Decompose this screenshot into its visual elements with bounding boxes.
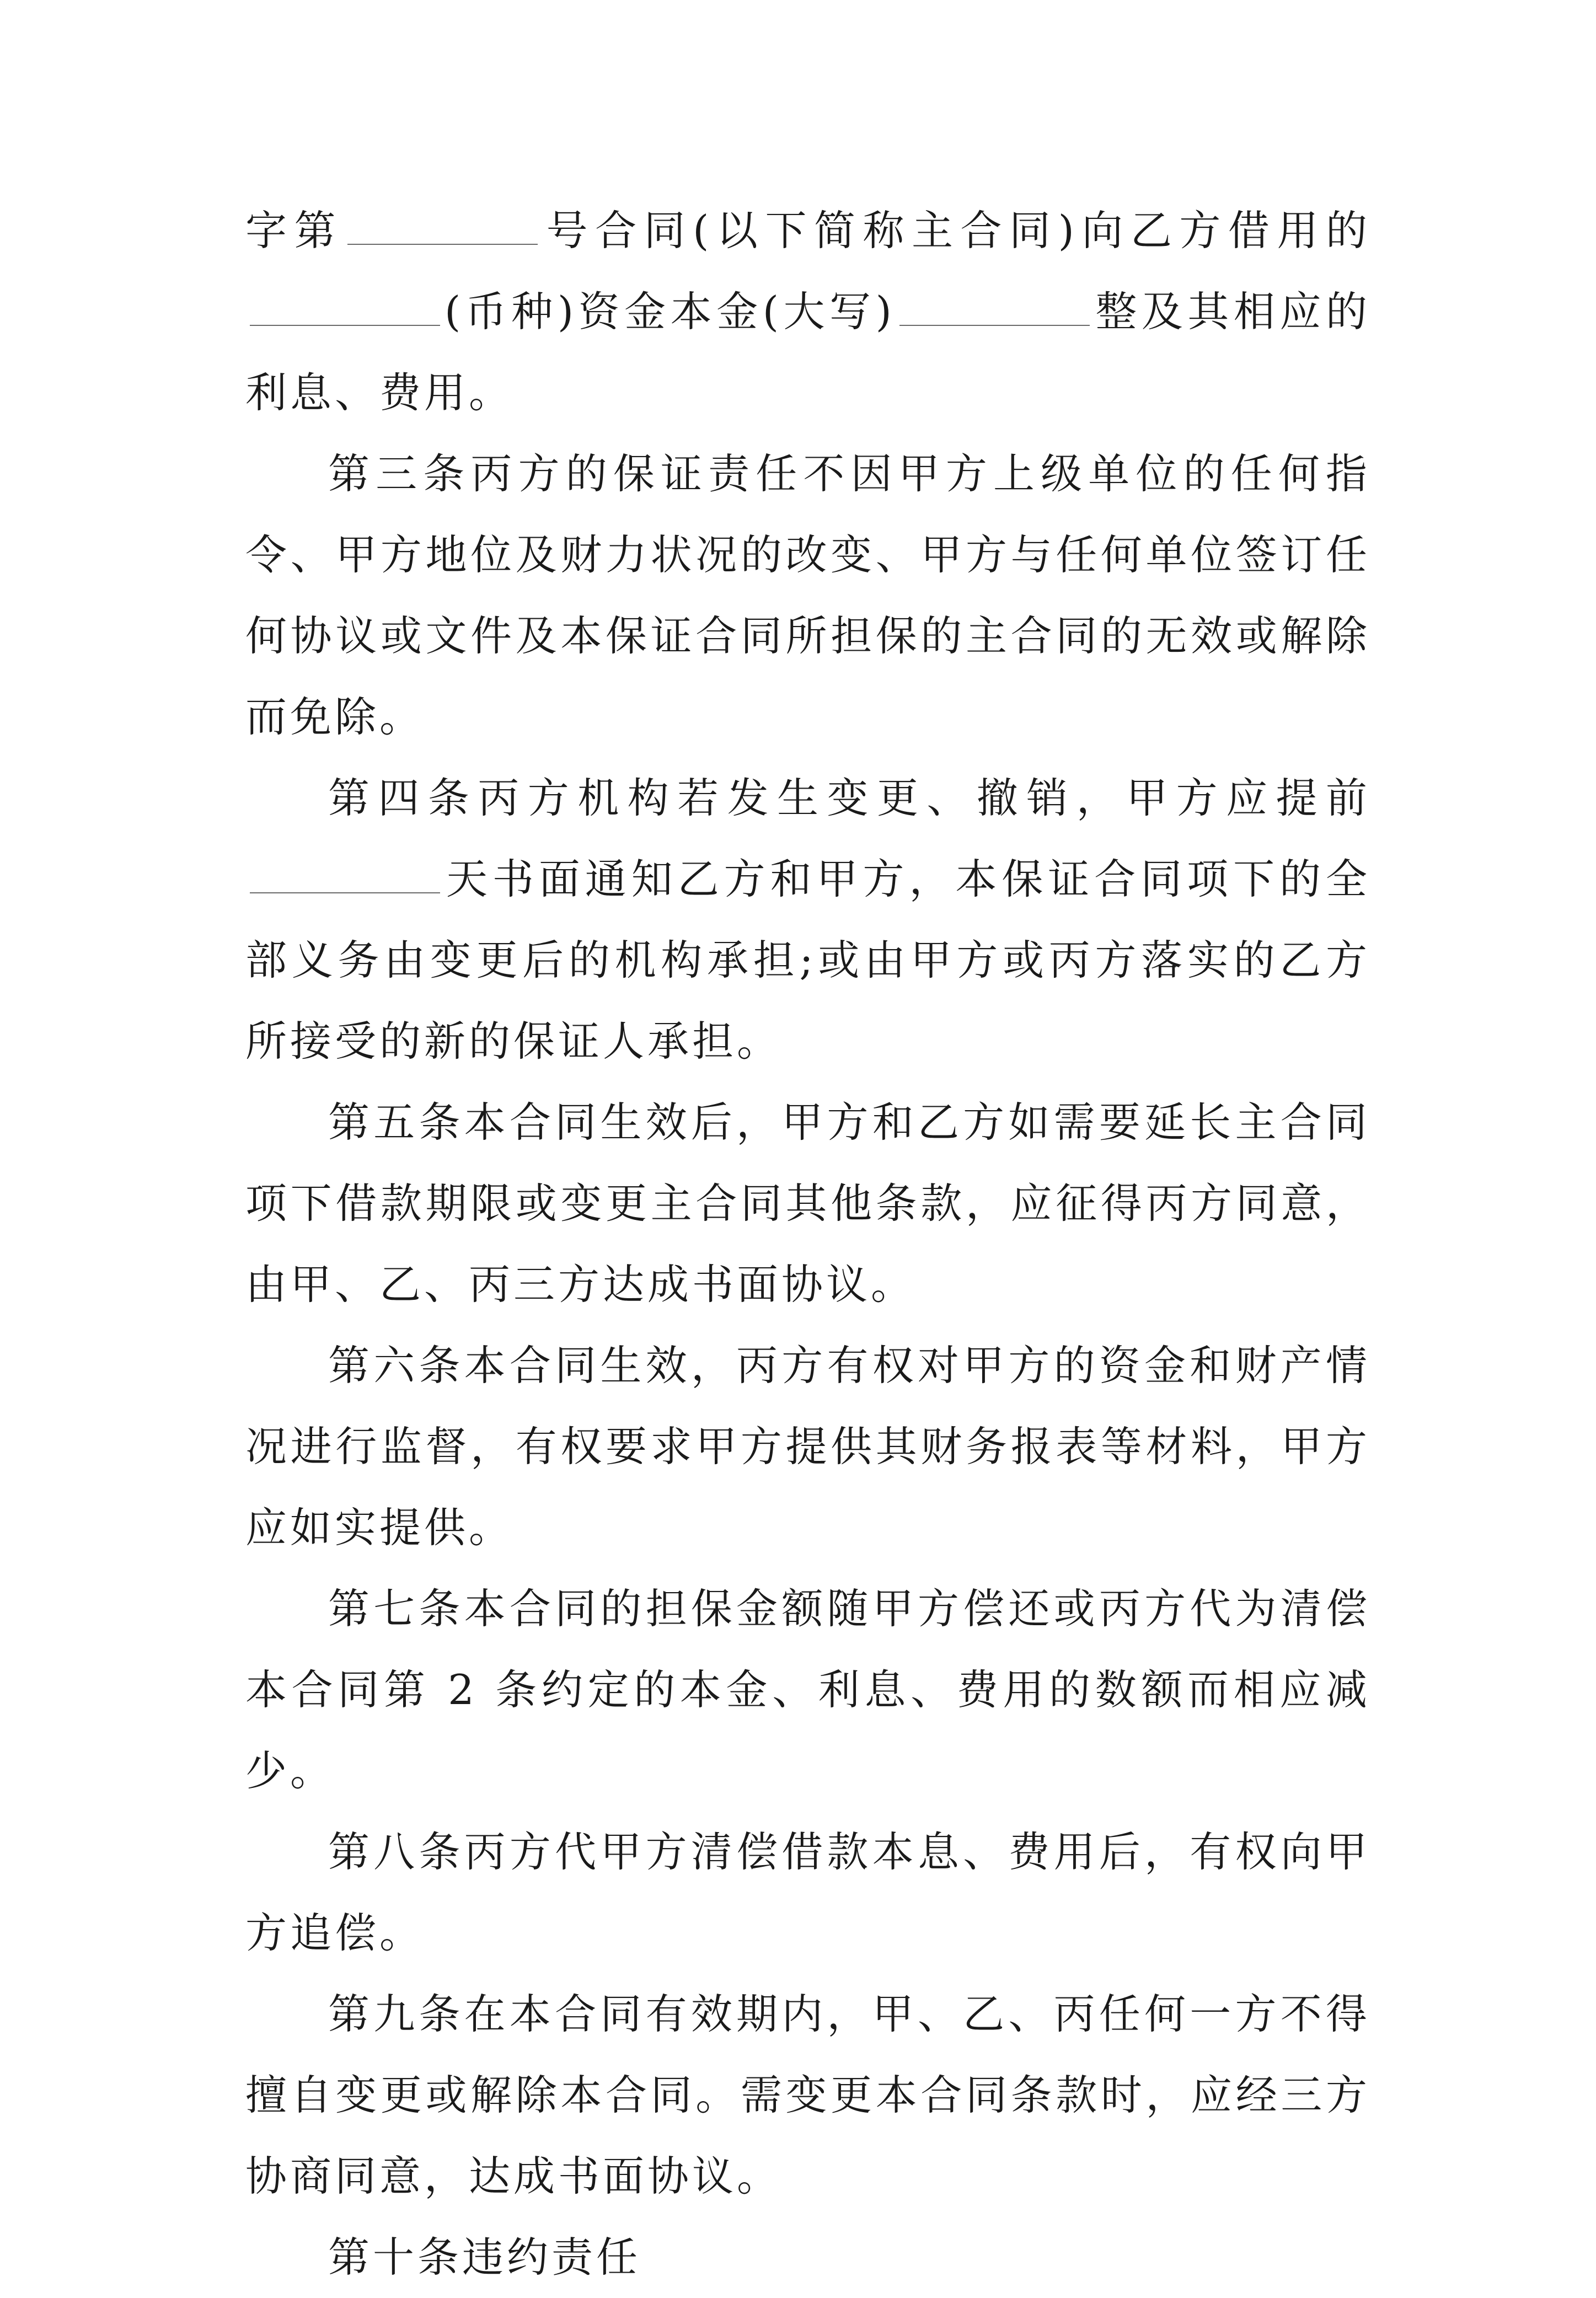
- paragraph-article-5: [245, 1082, 1370, 1325]
- paragraph-text: 第九条在本合同有效期内，甲、乙、丙任何一方不得擅自变更或解除本合同。需变更本合同条款时，应经三方协商同意，达成书面协议。: [245, 1990, 1370, 2200]
- paragraph-article-8: [245, 1812, 1370, 1974]
- paragraph-article-9: [245, 1974, 1370, 2217]
- paragraph-text: 天书面通知乙方和甲方，本保证合同项下的全部义务由变更后的机构承担;或由甲方或丙方落实的乙方所接受的新的保证人承担。: [245, 855, 1370, 1065]
- paragraph-article-7: [245, 1568, 1370, 1812]
- paragraph-text: 整及其相应的利息、费用。: [245, 287, 1370, 417]
- paragraph-text: 第五条本合同生效后，甲方和乙方如需要延长主合同项下借款期限或变更主合同其他条款，应征得丙方同意，由甲、乙、丙三方达成书面协议。: [245, 1098, 1370, 1309]
- paragraph-text: 号合同(以下简称主合同)向乙方借用的: [542, 206, 1370, 255]
- paragraph-article-6: [245, 1325, 1370, 1568]
- paragraph-text: 字第: [245, 206, 344, 255]
- paragraph-text: (币种)资金本金(大写): [444, 287, 895, 336]
- fill-in-blank: [899, 292, 1090, 326]
- paragraph-text: 第三条丙方的保证责任不因甲方上级单位的任何指令、甲方地位及财力状况的改变、甲方与任何单位签订任何协议或文件及本保证合同所担保的主合同的无效或解除而免除。: [245, 449, 1370, 741]
- fill-in-blank: [250, 292, 440, 326]
- paragraph-article-4: [245, 758, 1370, 1082]
- paragraph-text: 第六条本合同生效，丙方有权对甲方的资金和财产情况进行监督，有权要求甲方提供其财务报表等材料，甲方应如实提供。: [245, 1341, 1370, 1552]
- document-body: [245, 190, 1370, 2298]
- paragraph-text: 第四条丙方机构若发生变更、撤销，甲方应提前: [328, 774, 1370, 822]
- paragraph-article-3: [245, 433, 1370, 758]
- paragraph-article-10: [245, 2217, 1370, 2298]
- paragraph-text: 第十条违约责任: [328, 2233, 641, 2281]
- paragraph-continuation: [245, 190, 1370, 433]
- paragraph-text: 第七条本合同的担保金额随甲方偿还或丙方代为清偿本合同第 2 条约定的本金、利息、费用的数额而相应减少。: [245, 1584, 1370, 1795]
- fill-in-blank: [250, 859, 440, 893]
- paragraph-text: 第八条丙方代甲方清偿借款本息、费用后，有权向甲方追偿。: [245, 1828, 1370, 1957]
- fill-in-blank: [347, 211, 538, 245]
